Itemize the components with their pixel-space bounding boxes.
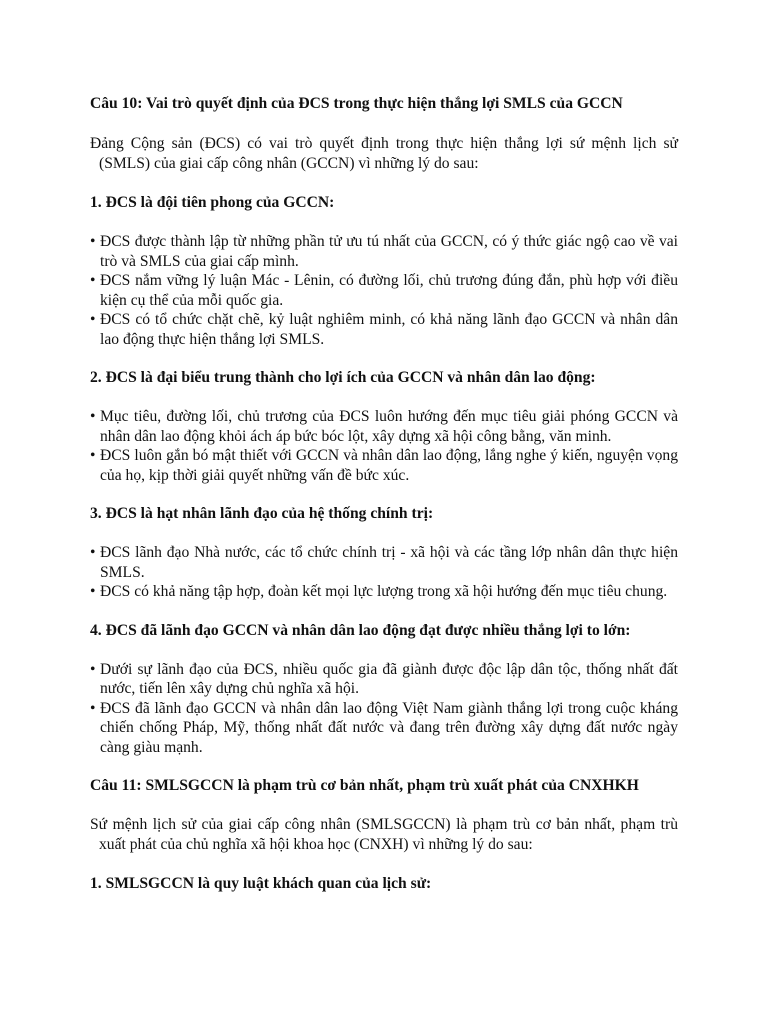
list-item-text: ĐCS có tổ chức chặt chẽ, kỷ luật nghiêm minh, có khả năng lãnh đạo GCCN và nhân dân lao động thực hiện thắng lợi SMLS. <box>100 311 678 348</box>
list-item <box>90 446 678 485</box>
section-1-list <box>90 232 678 349</box>
section-1-heading: 1. ĐCS là đội tiên phong của GCCN: <box>90 194 335 211</box>
q10-intro: Đảng Cộng sản (ĐCS) có vai trò quyết định trong thực hiện thắng lợi sứ mệnh lịch sử (SMLS) của giai cấp công nhân (GCCN) vì những lý do sau: <box>90 135 678 172</box>
q11-title: Câu 11: SMLSGCCN là phạm trù cơ bản nhất, phạm trù xuất phát của CNXHKH <box>90 777 639 794</box>
list-item <box>90 699 678 758</box>
section-3-list <box>90 543 678 602</box>
bullet-icon: • <box>90 233 96 250</box>
bullet-icon: • <box>90 408 96 425</box>
section-2-heading: 2. ĐCS là đại biểu trung thành cho lợi ích của GCCN và nhân dân lao động: <box>90 369 596 386</box>
q11-intro: Sứ mệnh lịch sử của giai cấp công nhân (SMLSGCCN) là phạm trù cơ bản nhất, phạm trù xuất phát của chủ nghĩa xã hội khoa học (CNXH) vì những lý do sau: <box>90 816 678 853</box>
bullet-icon: • <box>90 311 96 328</box>
list-item <box>90 310 678 349</box>
bullet-icon: • <box>90 447 96 464</box>
list-item <box>90 271 678 310</box>
list-item <box>90 407 678 446</box>
bullet-icon: • <box>90 544 96 561</box>
list-item <box>90 582 678 602</box>
section-3-heading: 3. ĐCS là hạt nhân lãnh đạo của hệ thống chính trị: <box>90 505 434 522</box>
section-4-heading: 4. ĐCS đã lãnh đạo GCCN và nhân dân lao động đạt được nhiều thắng lợi to lớn: <box>90 621 631 639</box>
q11-section-1-heading: 1. SMLSGCCN là quy luật khách quan của lịch sử: <box>90 875 432 892</box>
list-item-text: ĐCS được thành lập từ những phần tử ưu tú nhất của GCCN, có ý thức giác ngộ cao về vai trò và SMLS của giai cấp mình. <box>100 233 678 270</box>
list-item-text: Mục tiêu, đường lối, chủ trương của ĐCS luôn hướng đến mục tiêu giải phóng GCCN và nhân dân lao động khỏi ách áp bức bóc lột, xây dựng xã hội công bằng, văn minh. <box>100 408 678 445</box>
bullet-icon: • <box>90 699 96 717</box>
list-item-text: ĐCS lãnh đạo Nhà nước, các tổ chức chính trị - xã hội và các tầng lớp nhân dân thực hiện SMLS. <box>100 544 678 581</box>
list-item-text: ĐCS đã lãnh đạo GCCN và nhân dân lao động Việt Nam giành thắng lợi trong cuộc kháng chiến chống Pháp, Mỹ, thống nhất đất nước và đang trên đường xây dựng đất nước ngày càng giàu mạnh. <box>100 699 678 756</box>
list-item-text: ĐCS luôn gắn bó mật thiết với GCCN và nhân dân lao động, lắng nghe ý kiến, nguyện vọng của họ, kịp thời giải quyết những vấn đề bức xúc. <box>100 447 678 484</box>
list-item-text: ĐCS nắm vững lý luận Mác - Lênin, có đường lối, chủ trương đúng đắn, phù hợp với điều kiện cụ thể của mỗi quốc gia. <box>100 272 678 309</box>
q10-title: Câu 10: Vai trò quyết định của ĐCS trong thực hiện thắng lợi SMLS của GCCN <box>90 95 623 112</box>
bullet-icon: • <box>90 583 96 600</box>
list-item <box>90 232 678 271</box>
section-2-list <box>90 407 678 485</box>
bullet-icon: • <box>90 272 96 289</box>
list-item-text: ĐCS có khả năng tập hợp, đoàn kết mọi lực lượng trong xã hội hướng đến mục tiêu chung. <box>100 583 668 600</box>
section-4-list <box>90 660 678 758</box>
bullet-icon: • <box>90 660 96 678</box>
list-item <box>90 660 678 699</box>
list-item-text: Dưới sự lãnh đạo của ĐCS, nhiều quốc gia đã giành được độc lập dân tộc, thống nhất đất nước, tiến lên xây dựng chủ nghĩa xã hội. <box>100 660 678 697</box>
list-item <box>90 543 678 582</box>
